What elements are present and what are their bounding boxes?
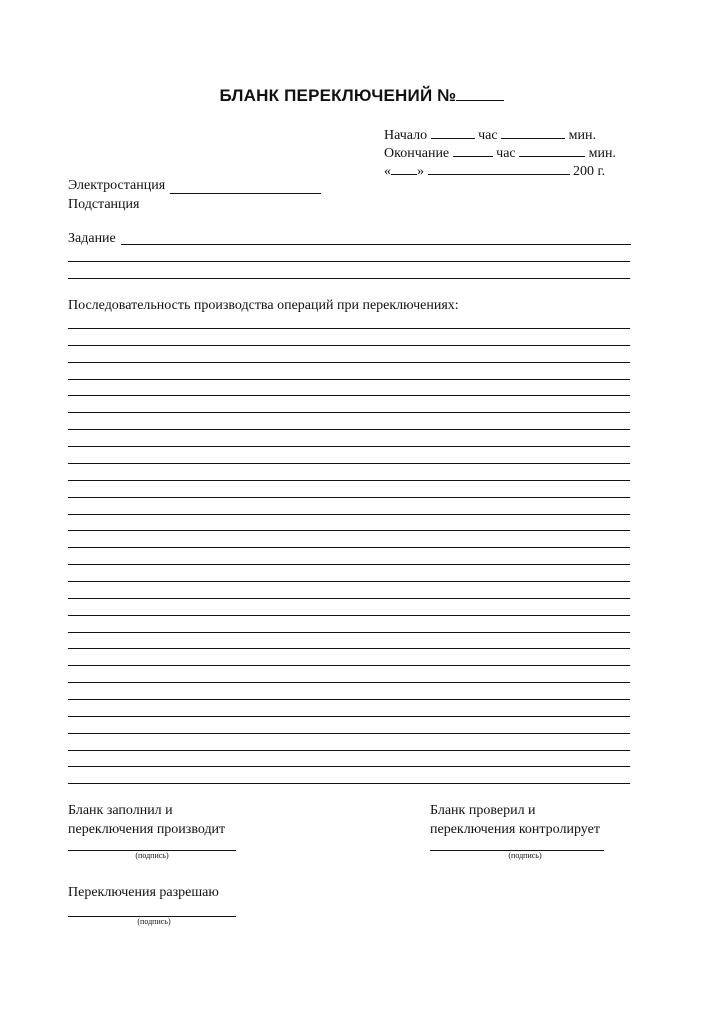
year-suffix: г.	[597, 164, 606, 179]
sequence-line[interactable]	[68, 345, 630, 346]
sequence-line[interactable]	[68, 716, 630, 717]
power-station-field[interactable]	[170, 193, 321, 194]
start-min-label: мин.	[568, 128, 596, 143]
substation-label: Подстанция	[68, 197, 140, 212]
sequence-line[interactable]	[68, 497, 630, 498]
filled-by-line-1: Бланк заполнил и	[68, 803, 173, 818]
sequence-line[interactable]	[68, 395, 630, 396]
sequence-line[interactable]	[68, 530, 630, 531]
sequence-line[interactable]	[68, 615, 630, 616]
checked-by-signature-caption: (подпись)	[508, 851, 542, 860]
start-row	[384, 126, 616, 144]
start-hour-label: час	[478, 128, 498, 143]
sequence-line[interactable]	[68, 733, 630, 734]
checked-by-line-1: Бланк проверил и	[430, 803, 536, 818]
quote-close: »	[417, 164, 424, 179]
filled-by-signature-caption: (подпись)	[135, 851, 169, 860]
day-field[interactable]	[391, 162, 417, 175]
end-row	[384, 144, 616, 162]
start-label: Начало	[384, 128, 428, 143]
time-block	[384, 126, 616, 180]
sequence-line[interactable]	[68, 750, 630, 751]
sequence-line[interactable]	[68, 598, 630, 599]
sequence-line[interactable]	[68, 665, 630, 666]
sequence-line[interactable]	[68, 362, 630, 363]
sequence-line[interactable]	[68, 564, 630, 565]
start-min-field[interactable]	[501, 126, 565, 139]
sequence-line[interactable]	[68, 412, 630, 413]
sequence-line[interactable]	[68, 648, 630, 649]
sequence-line[interactable]	[68, 581, 630, 582]
sequence-label: Последовательность производства операций при переключениях:	[68, 298, 459, 313]
year-label: 200	[573, 164, 594, 179]
end-hour-field[interactable]	[453, 144, 493, 157]
start-hour-field[interactable]	[431, 126, 475, 139]
end-min-field[interactable]	[519, 144, 585, 157]
end-hour-label: час	[496, 146, 516, 161]
sequence-line[interactable]	[68, 699, 630, 700]
sequence-line[interactable]	[68, 379, 630, 380]
month-field[interactable]	[428, 162, 570, 175]
filled-by-label	[68, 801, 225, 839]
sequence-line[interactable]	[68, 783, 630, 784]
date-row	[384, 162, 616, 180]
task-label: Задание	[68, 231, 116, 246]
filled-by-line-2: переключения производит	[68, 822, 226, 837]
sequence-line[interactable]	[68, 480, 630, 481]
form-title-text: БЛАНК ПЕРЕКЛЮЧЕНИЙ №	[219, 86, 457, 105]
sequence-line[interactable]	[68, 446, 630, 447]
permit-signature-caption: (подпись)	[137, 917, 171, 926]
permit-label: Переключения разрешаю	[68, 885, 219, 900]
sequence-line[interactable]	[68, 547, 630, 548]
sequence-line[interactable]	[68, 632, 630, 633]
form-number-field[interactable]	[456, 86, 504, 101]
quote-open: «	[384, 164, 391, 179]
task-line-2[interactable]	[68, 261, 630, 262]
form-title	[0, 86, 724, 106]
sequence-line[interactable]	[68, 463, 630, 464]
sequence-line[interactable]	[68, 682, 630, 683]
sequence-line[interactable]	[68, 766, 630, 767]
task-field[interactable]	[121, 244, 631, 245]
end-label: Окончание	[384, 146, 450, 161]
checked-by-label	[430, 801, 600, 839]
task-line-3[interactable]	[68, 278, 630, 279]
checked-by-line-2: переключения контролирует	[430, 822, 600, 837]
sequence-line[interactable]	[68, 514, 630, 515]
sequence-line[interactable]	[68, 429, 630, 430]
end-min-label: мин.	[588, 146, 616, 161]
power-station-label: Электростанция	[68, 178, 166, 193]
sequence-line[interactable]	[68, 328, 630, 329]
